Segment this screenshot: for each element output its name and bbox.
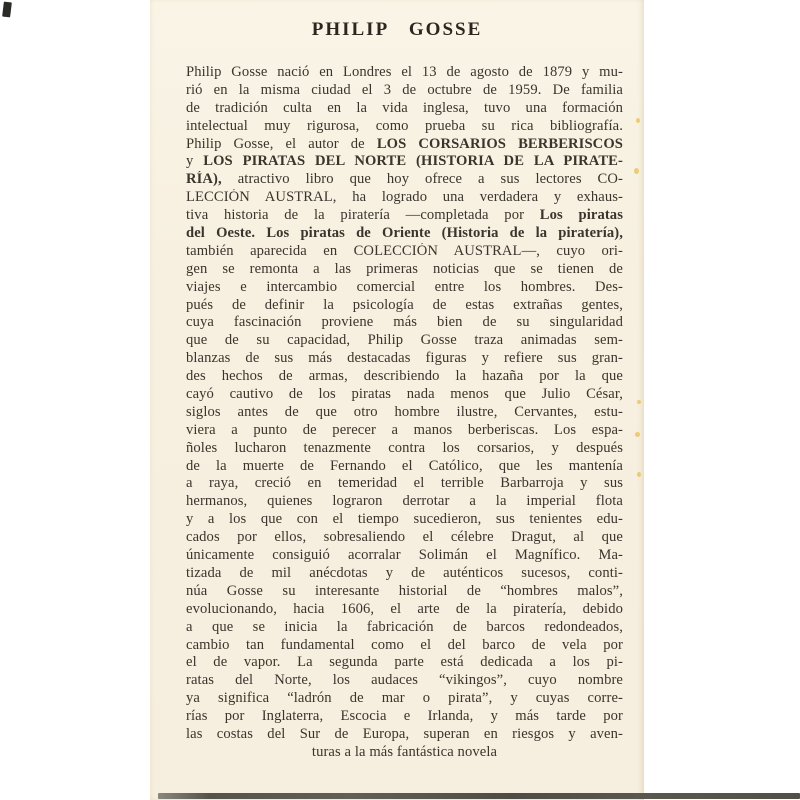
text-segment: cados por ellos, sobresaliendo el célebre Dragut, al que: [186, 529, 623, 546]
bold-text-segment: LOS CORSARIOS BERBERISCOS: [376, 135, 623, 152]
text-line: [186, 189, 623, 207]
text-segment: a raya, creció en temeridad el terrible Barbarroja y sus: [186, 475, 623, 492]
bold-text-segment: RÍA),: [186, 171, 222, 188]
text-segment: blanzas de sus más destacadas figuras y refiere sus gran-: [186, 350, 623, 367]
text-line: [186, 654, 623, 672]
text-segment: cayó cautivo de los piratas nada menos que Julio César,: [186, 386, 623, 403]
text-segment: cambio tan fundamental como el del barco de vela por: [186, 636, 623, 653]
text-segment: evolucionando, hacia 1606, el arte de la piratería, debido: [186, 600, 623, 617]
text-line: [186, 64, 623, 82]
text-segment: de tradición culta en la vida inglesa, tuvo una formación: [186, 99, 623, 116]
text-segment: LECCIÓN AUSTRAL, ha logrado una verdadera y exhaus-: [186, 189, 623, 206]
text-segment: y a los que con el tiempo sucedieron, sus tenientes edu-: [186, 511, 623, 528]
text-line: [186, 726, 623, 744]
text-line: [186, 207, 623, 225]
body-text: [186, 64, 623, 762]
text-segment: gen se remonta a las primeras noticias que se tienen de: [186, 260, 623, 277]
book-page: [150, 0, 644, 800]
text-line: [186, 565, 623, 583]
text-segment: Philip Gosse, el autor de: [186, 135, 377, 152]
text-line: [186, 82, 623, 100]
text-line: [186, 619, 623, 637]
text-line: [186, 171, 623, 189]
text-line: [186, 690, 623, 708]
page-title: PHILIP GOSSE: [311, 19, 483, 40]
text-line: [186, 314, 623, 332]
text-line: [186, 637, 623, 655]
text-segment: las costas del Sur de Europa, superan en riesgos y aven-: [186, 725, 623, 742]
paper-speckle: [637, 400, 641, 404]
text-line: [186, 243, 623, 261]
text-line: [186, 475, 623, 493]
text-line: [186, 153, 623, 171]
paper-speckle: [634, 168, 639, 174]
text-segment: turas a la más fantástica novela: [311, 743, 498, 760]
scan-mark-top-left: [2, 2, 12, 18]
text-line: [186, 368, 623, 386]
text-segment: ñoles lucharon tenazmente contra los corsarios, y después: [186, 439, 623, 456]
text-line: [186, 279, 623, 297]
text-segment: des hechos de armas, describiendo la hazaña por la que: [186, 368, 623, 385]
text-line: [186, 136, 623, 154]
text-line: [186, 708, 623, 726]
text-segment: el de vapor. La segunda parte está dedicada a los pi-: [186, 654, 623, 671]
text-segment: de la muerte de Fernando el Católico, que les mantenía: [186, 457, 623, 474]
text-line: [186, 440, 623, 458]
text-line: [186, 672, 623, 690]
text-segment: Philip Gosse nació en Londres el 13 de agosto de 1879 y mu-: [186, 64, 623, 80]
text-segment: y: [186, 153, 204, 170]
text-segment: hermanos, quienes lograron derrotar a la imperial flota: [186, 493, 623, 510]
text-segment: cuya fascinación proviene más bien de su singularidad: [186, 314, 623, 331]
text-segment: viera a punto de perecer a manos berberiscas. Los espa-: [186, 421, 623, 438]
bold-text-segment: del Oeste. Los piratas de Oriente (Historia de la piratería),: [186, 225, 623, 242]
paper-speckle: [637, 472, 641, 477]
text-line: [186, 100, 623, 118]
text-segment: tizada de mil anécdotas y de auténticos sucesos, conti-: [186, 564, 623, 581]
text-segment: únicamente consiguió acorralar Solimán el Magnífico. Ma-: [186, 547, 623, 564]
text-line: [186, 601, 623, 619]
text-segment: siglos antes de que otro hombre ilustre, Cervantes, estu-: [186, 403, 623, 420]
text-line: [186, 118, 623, 136]
text-segment: a que se inicia la fabricación de barcos redondeados,: [186, 618, 623, 635]
bold-text-segment: Los piratas: [539, 207, 623, 224]
text-segment: también aparecida en COLECCIÓN AUSTRAL—, cuyo ori-: [186, 242, 623, 259]
paper-speckle: [635, 432, 640, 437]
text-segment: ratas del Norte, los audaces “vikingos”, cuyo nombre: [186, 672, 623, 689]
text-line: [186, 404, 623, 422]
text-line: [186, 547, 623, 565]
text-line: [186, 493, 623, 511]
text-segment: viajes e intercambio comercial entre los hombres. Des-: [186, 278, 623, 295]
paper-speckle: [636, 118, 640, 123]
text-segment: atractivo libro que hoy ofrece a sus lectores CO-: [221, 171, 623, 188]
text-line: [186, 529, 623, 547]
text-line: [186, 744, 623, 762]
text-line: [186, 297, 623, 315]
text-segment: rías por Inglaterra, Escocia e Irlanda, y más tarde por: [186, 708, 623, 725]
text-segment: tiva historia de la piratería —completada por: [186, 207, 540, 224]
text-line: [186, 261, 623, 279]
text-segment: que de su capacidad, Philip Gosse traza animadas sem-: [186, 332, 623, 349]
text-segment: rió en la misma ciudad el 3 de octubre de 1959. De familia: [186, 81, 623, 98]
text-segment: pués de definir la psicología de estas extrañas gentes,: [186, 296, 623, 313]
text-line: [186, 225, 623, 243]
text-line: [186, 422, 623, 440]
text-line: [186, 458, 623, 476]
text-segment: intelectual muy rigurosa, como prueba su rica bibliografía.: [186, 117, 623, 134]
text-segment: núa Gosse su interesante historial de “hombres malos”,: [186, 582, 623, 599]
text-line: [186, 583, 623, 601]
text-line: [186, 511, 623, 529]
text-line: [186, 386, 623, 404]
text-line: [186, 350, 623, 368]
text-line: [186, 332, 623, 350]
text-segment: ya significa “ladrón de mar o pirata”, y cuyas corre-: [186, 690, 623, 707]
bottom-edge-shadow: [158, 793, 800, 799]
bold-text-segment: LOS PIRATAS DEL NORTE (HISTORIA DE LA PIRATE-: [203, 153, 623, 170]
